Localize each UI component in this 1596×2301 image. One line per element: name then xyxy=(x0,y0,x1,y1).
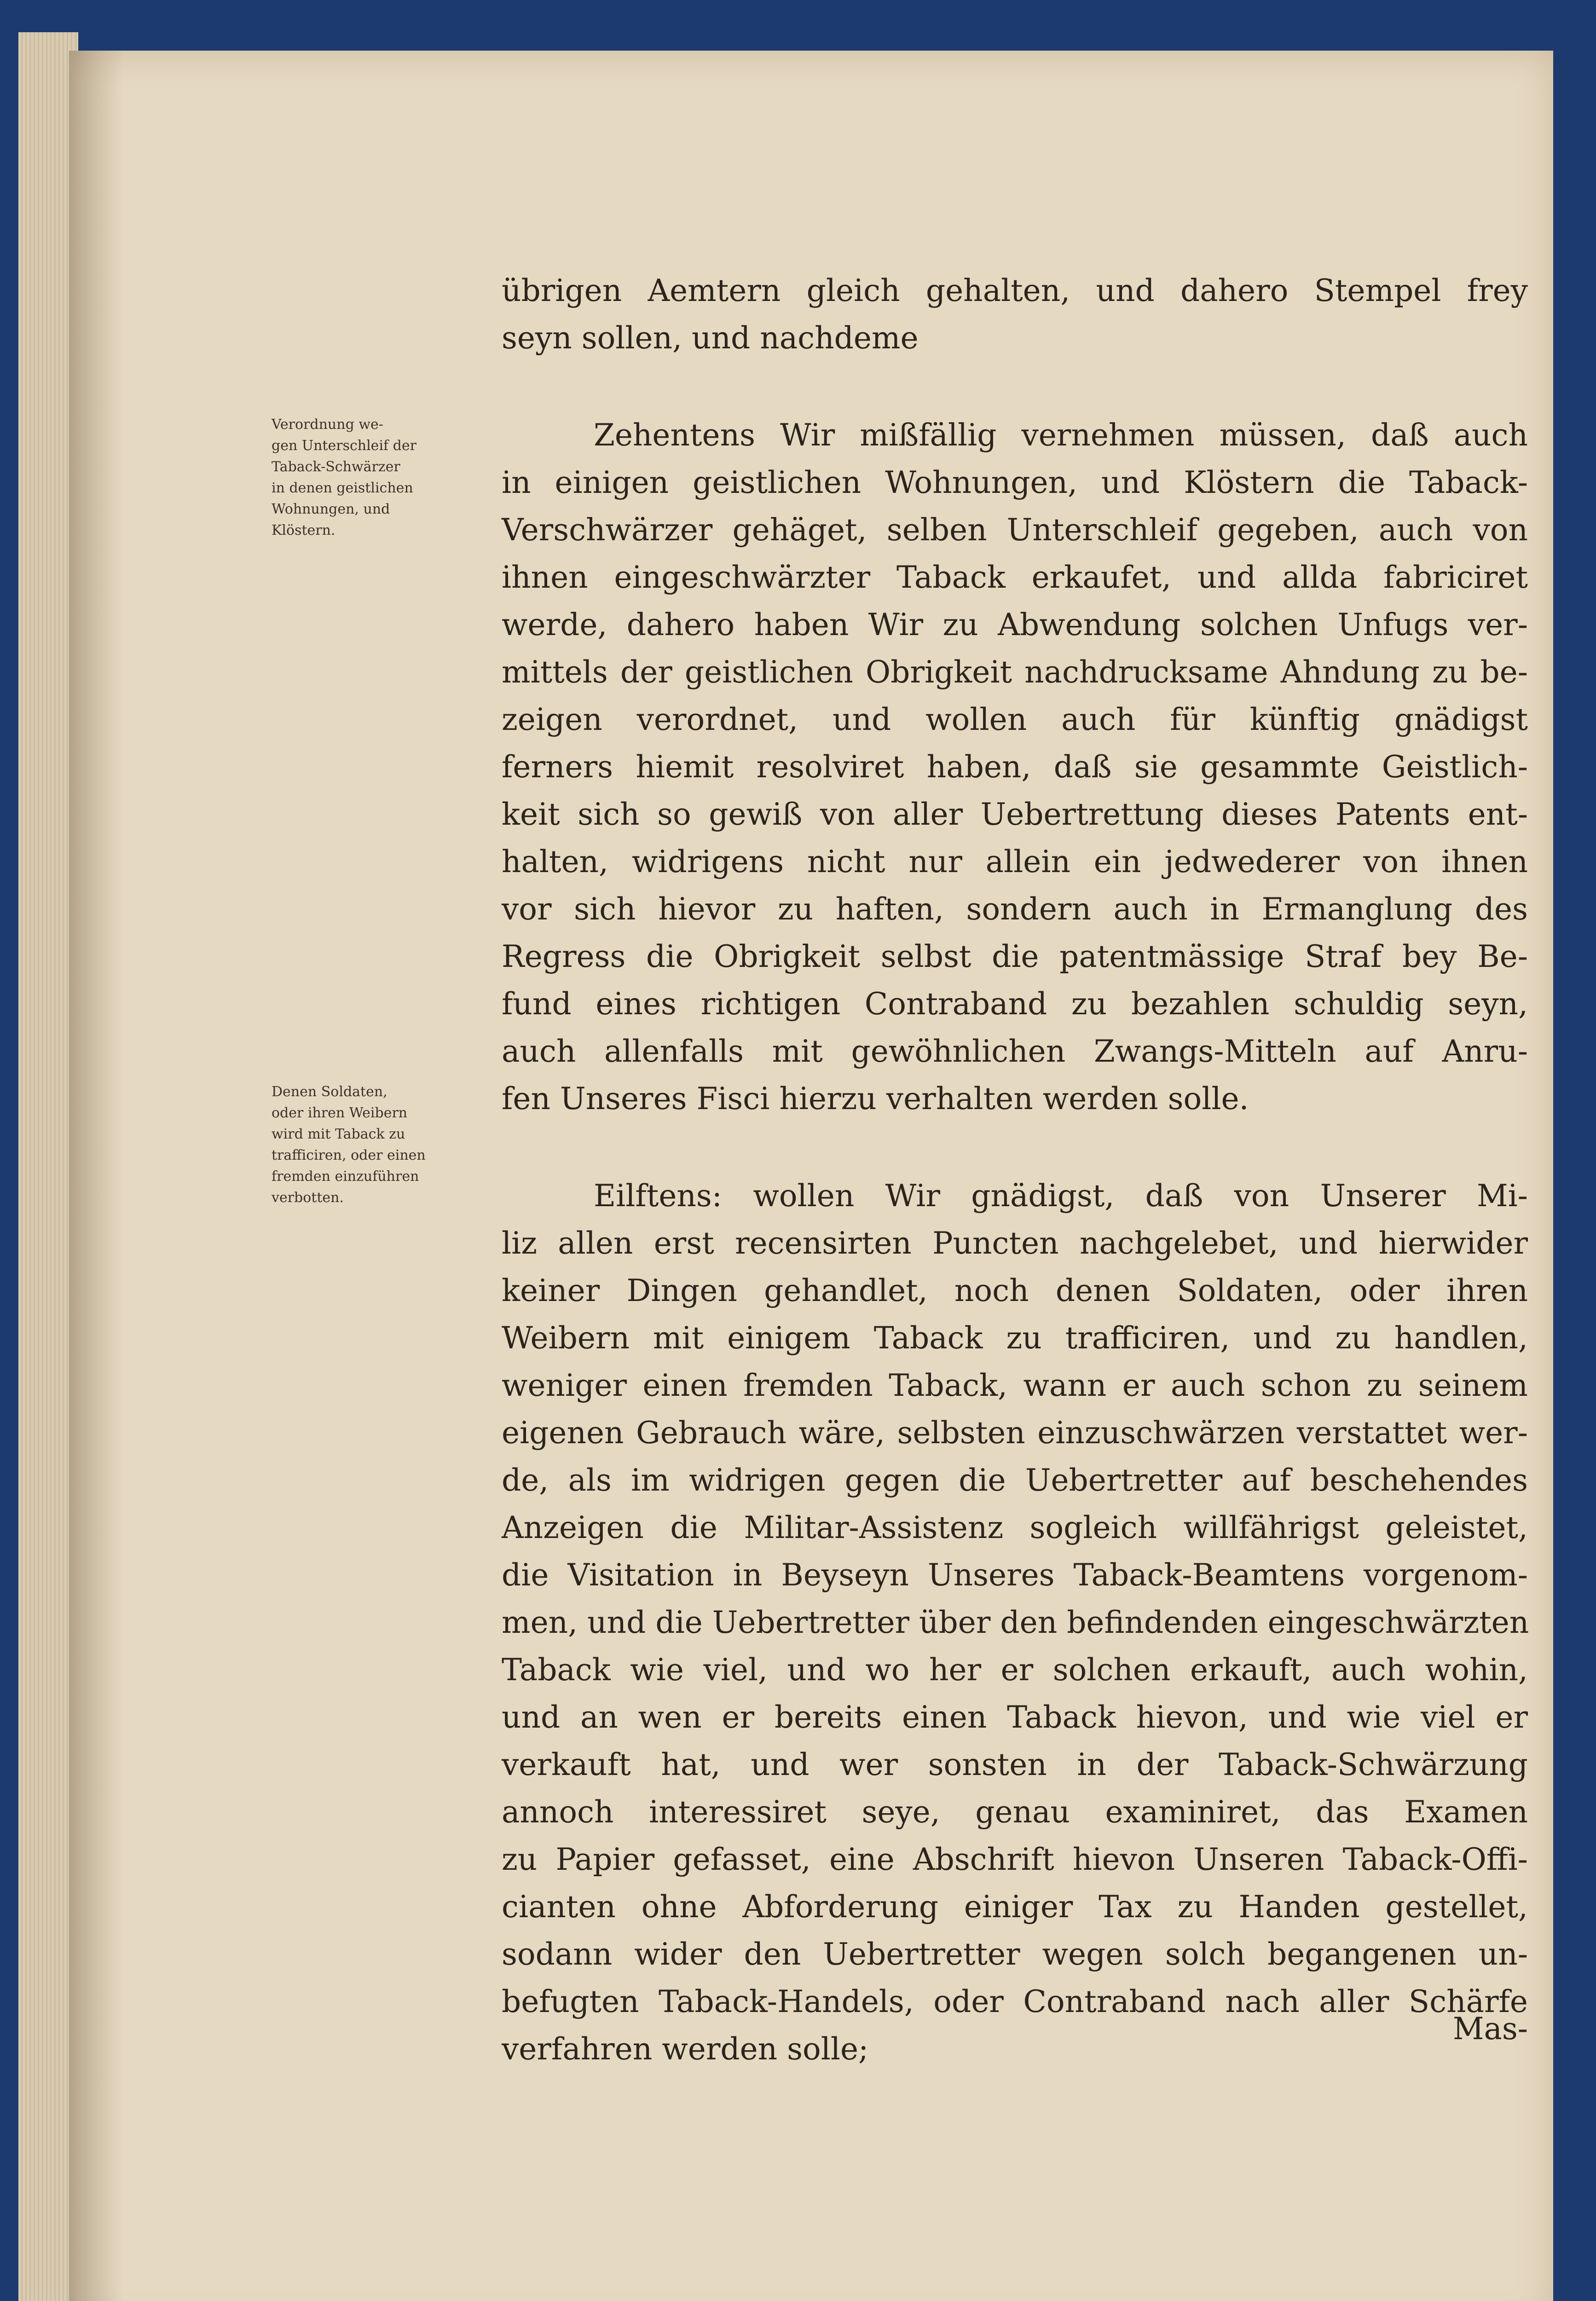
text-line: ihnen eingeschwärzter Taback erkaufet, und allda fabriciret xyxy=(502,560,1528,595)
text-line: de, als im widrigen gegen die Uebertretter auf beschehendes xyxy=(502,1463,1528,1498)
text-line: übrigen Aemtern gleich gehalten, und dahero Stempel frey xyxy=(502,273,1528,308)
text-line: zeigen verordnet, und wollen auch für künftig gnädigst xyxy=(502,702,1528,737)
text-line: cianten ohne Abforderung einiger Tax zu Handen gestellet, xyxy=(502,1889,1528,1925)
text-line: fen Unseres Fisci hierzu verhalten werden solle. xyxy=(502,1081,1249,1116)
text-line: keiner Dingen gehandlet, noch denen Soldaten, oder ihren xyxy=(502,1273,1528,1308)
margin-note-line: Verordnung we- xyxy=(272,416,383,433)
text-line: Regress die Obrigkeit selbst die patentmässige Straf bey Be- xyxy=(502,939,1528,974)
text-line: liz allen erst recensirten Puncten nachgelebet, und hierwider xyxy=(502,1226,1528,1261)
text-line: zu Papier gefasset, eine Abschrift hievon Unseren Taback-Offi- xyxy=(502,1842,1528,1877)
continuation-paragraph xyxy=(502,267,1528,362)
text-line: halten, widrigens nicht nur allein ein jedwederer von ihnen xyxy=(502,844,1528,879)
text-line: fund eines richtigen Contraband zu bezahlen schuldig seyn, xyxy=(502,986,1528,1022)
book-page xyxy=(69,51,1553,2301)
paragraph-tenth xyxy=(502,411,1528,1122)
text-line: Zehentens Wir mißfällig vernehmen müssen, daß auch xyxy=(594,417,1528,453)
text-line: keit sich so gewiß von aller Uebertrettung dieses Patents ent- xyxy=(502,797,1528,832)
margin-note-line: fremden einzuführen xyxy=(272,1168,419,1185)
text-line: seyn sollen, und nachdeme xyxy=(502,320,919,356)
text-line: befugten Taback-Handels, oder Contraband nach aller Schärfe xyxy=(502,1984,1528,2019)
binding-shadow xyxy=(69,51,124,2301)
catchword: Mas- xyxy=(1452,2011,1528,2047)
text-line: annoch interessiret seye, genau examiniret, das Examen xyxy=(502,1794,1528,1830)
margin-note-line: in denen geistlichen xyxy=(272,480,413,496)
margin-note-line: oder ihren Weibern xyxy=(272,1105,408,1121)
margin-note-line: Klöstern. xyxy=(272,522,335,538)
text-line: ferners hiemit resolviret haben, daß sie gesammte Geistlich- xyxy=(502,749,1528,785)
margin-note-line: trafficiren, oder einen xyxy=(272,1147,426,1163)
text-line: verkauft hat, und wer sonsten in der Taback-Schwärzung xyxy=(502,1747,1528,1782)
margin-note-ordinance-monasteries xyxy=(272,414,502,541)
margin-note-line: Wohnungen, und xyxy=(272,501,390,517)
text-line: Taback wie viel, und wo her er solchen erkauft, auch wohin, xyxy=(502,1652,1528,1688)
text-line: mittels der geistlichen Obrigkeit nachdrucksame Ahndung zu be- xyxy=(502,654,1528,690)
text-line: werde, dahero haben Wir zu Abwendung solchen Unfugs ver- xyxy=(502,607,1528,642)
main-text xyxy=(502,267,1528,2122)
text-line: weniger einen fremden Taback, wann er auch schon zu seinem xyxy=(502,1368,1528,1403)
text-line: Anzeigen die Militar-Assistenz sogleich willfährigst geleistet, xyxy=(502,1510,1528,1545)
text-line: sodann wider den Uebertretter wegen solch begangenen un- xyxy=(502,1937,1528,1972)
text-line: Verschwärzer gehäget, selben Unterschleif gegeben, auch von xyxy=(502,512,1528,548)
text-line: Eilftens: wollen Wir gnädigst, daß von Unserer Mi- xyxy=(594,1178,1528,1214)
margin-note-line: Denen Soldaten, xyxy=(272,1084,387,1100)
text-line: Weibern mit einigem Taback zu trafficiren, und zu handlen, xyxy=(502,1320,1528,1356)
margin-note-line: Taback-Schwärzer xyxy=(272,459,400,475)
text-line: die Visitation in Beyseyn Unseres Taback-Beamtens vorgenom- xyxy=(502,1557,1528,1593)
text-line: verfahren werden solle; xyxy=(502,2031,869,2067)
text-line: men, und die Uebertretter über den befindenden eingeschwärzten xyxy=(502,1605,1529,1640)
margin-note-line: gen Unterschleif der xyxy=(272,438,416,454)
text-line: vor sich hievor zu haften, sondern auch in Ermanglung des xyxy=(502,891,1528,927)
paragraph-eleventh xyxy=(502,1172,1528,2073)
margin-note-line: wird mit Taback zu xyxy=(272,1126,405,1142)
text-line: in einigen geistlichen Wohnungen, und Klöstern die Taback- xyxy=(502,465,1528,500)
margin-note-soldiers xyxy=(272,1081,502,1208)
text-line: eigenen Gebrauch wäre, selbsten einzuschwärzen verstattet wer- xyxy=(502,1415,1528,1451)
text-line: auch allenfalls mit gewöhnlichen Zwangs-Mitteln auf Anru- xyxy=(502,1034,1528,1069)
margin-note-line: verbotten. xyxy=(272,1190,344,1206)
text-line: und an wen er bereits einen Taback hievon, und wie viel er xyxy=(502,1700,1528,1735)
